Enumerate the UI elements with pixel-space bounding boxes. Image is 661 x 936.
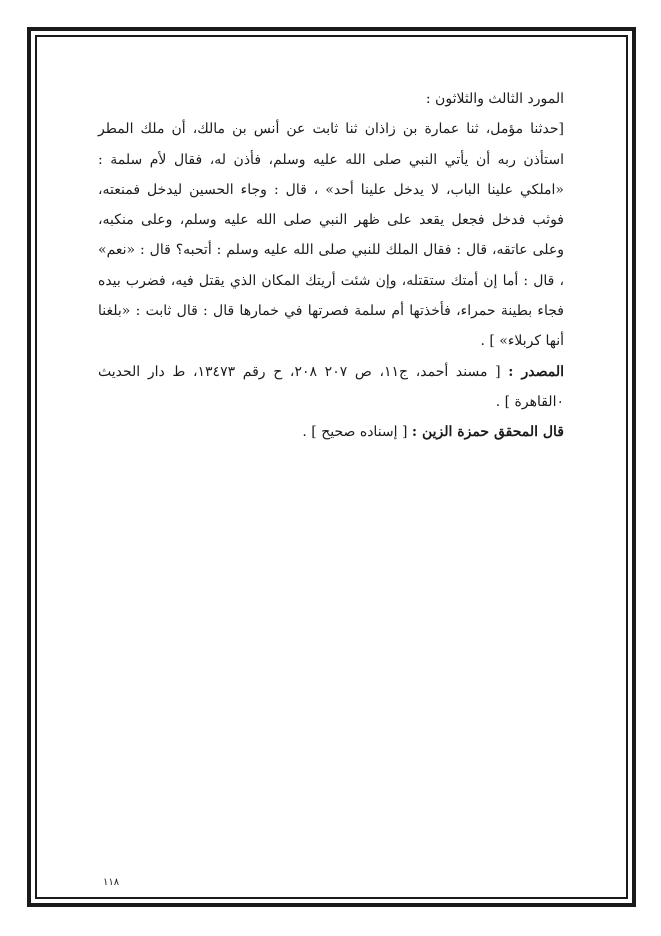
verifier-note — [98, 417, 564, 447]
source-citation — [98, 357, 564, 418]
hadith-text: [حدثنا مؤمل، ثنا عمارة بن زاذان ثنا ثابت عن أنس بن مالك، أن ملك المطر استأذن ربه أن يأتي النبي صلى الله عليه وسلم، فأذن له، فقال لأم سلمة : «املكي علينا الباب، لا يدخل علينا أحد» ، قال : وجاء الحسين ليدخل فمنعته، فوثب فدخل فجعل يقعد على ظهر النبي صلى الله عليه وسلم، وعلى منكبه، وعلى عاتقه، قال : فقال الملك للنبي صلى الله عليه وسلم : أتحبه؟ قال : «نعم» ، قال : أما إن أمتك ستقتله، وإن شئت أريتك المكان الذي يقتل فيه، فضرب بيده فجاء بطينة حمراء، فأخذتها أم سلمة فصرتها في خمارها قال : قال ثابت : «بلغنا أنها كربلاء» ] . — [98, 121, 564, 350]
document-body — [98, 84, 564, 448]
source-text: [ مسند أحمد، ج١١، ص ٢٠٧ ٢٠٨، ح رقم ١٣٤٧٣، ط دار الحديث ٠القاهرة ] . — [98, 363, 564, 410]
verifier-text: [ إسناده صحيح ] . — [302, 424, 408, 441]
verifier-label: قال المحقق حمزة الزين : — [411, 424, 564, 441]
page-number: ١١٨ — [103, 877, 120, 888]
section-heading: المورد الثالث والثلاثون : — [425, 91, 564, 107]
source-label: المصدر : — [508, 363, 565, 380]
